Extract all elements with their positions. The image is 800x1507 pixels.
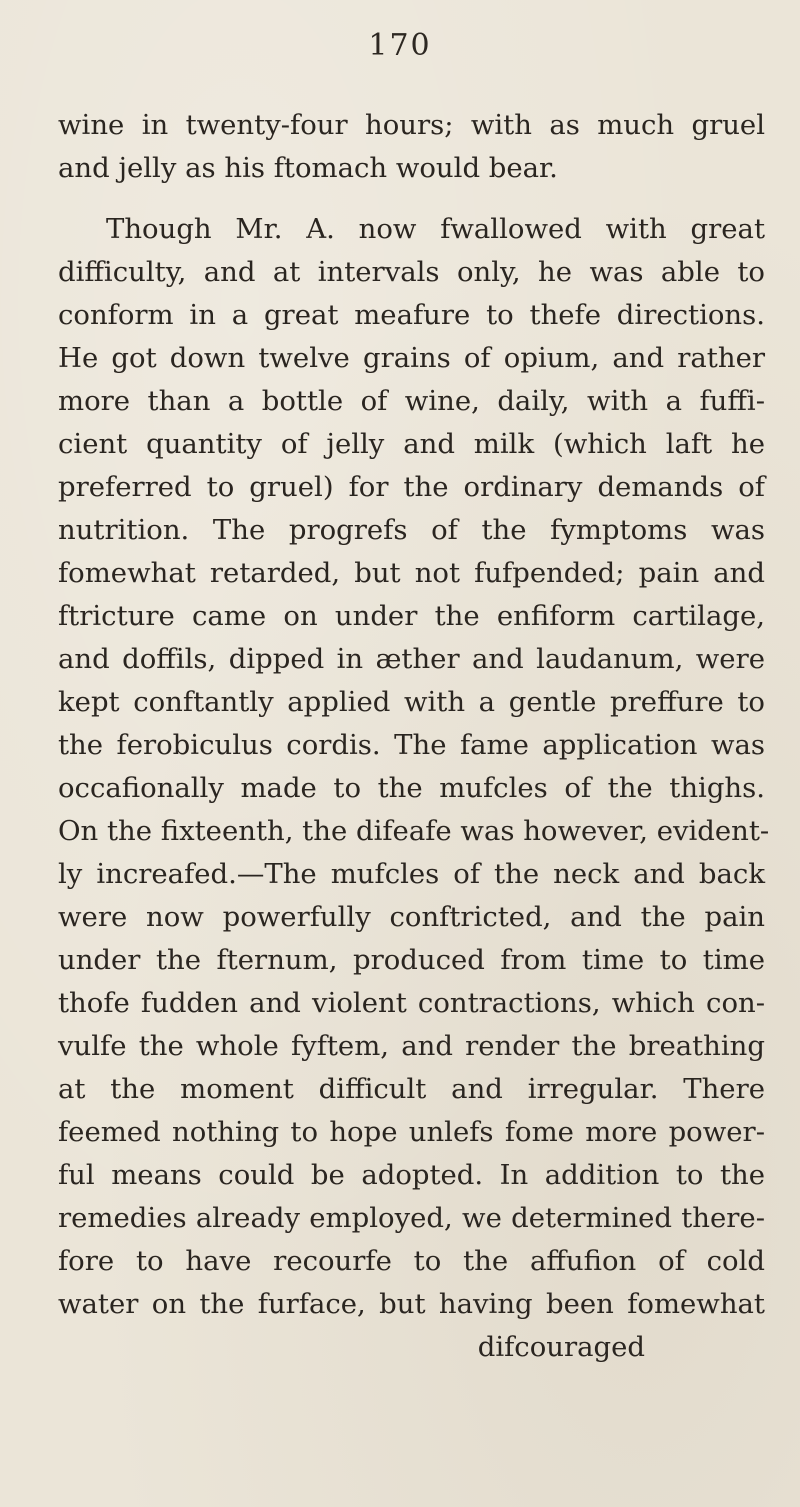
text-line: Though Mr. A. now fwallowed with great <box>106 213 765 245</box>
text-line: kept conftantly applied with a gentle preffure to <box>58 686 765 718</box>
text-line: the ferobiculus cordis. The fame application was <box>58 729 765 761</box>
text-line: He got down twelve grains of opium, and rather <box>58 342 765 374</box>
text-line: remedies already employed, we determined there- <box>58 1202 765 1234</box>
text-line: conform in a great meafure to thefe directions. <box>58 299 765 331</box>
text-line: fomewhat retarded, but not fufpended; pain and <box>58 557 765 589</box>
text-line: feemed nothing to hope unlefs fome more power- <box>58 1116 765 1148</box>
text-line: and doffils, dipped in æther and laudanum, were <box>58 643 765 675</box>
text-line: ftricture came on under the enfiform cartilage, <box>58 600 765 632</box>
text-line: ful means could be adopted. In addition to the <box>58 1159 765 1191</box>
text-line: nutrition. The progrefs of the fymptoms was <box>58 514 765 546</box>
text-line: fore to have recourfe to the affufion of cold <box>58 1245 765 1277</box>
text-line: under the fternum, produced from time to time <box>58 944 765 976</box>
text-line: On the fixteenth, the difeafe was however, evident- <box>58 815 770 847</box>
text-line: preferred to gruel) for the ordinary demands of <box>58 471 765 503</box>
text-line: wine in twenty-four hours; with as much gruel <box>58 109 765 141</box>
text-line: difficulty, and at intervals only, he was able to <box>58 256 765 288</box>
text-line: cient quantity of jelly and milk (which laft he <box>58 428 765 460</box>
catchword: difcouraged <box>477 1331 645 1363</box>
text-line: ly increafed.—The mufcles of the neck and back <box>58 858 765 890</box>
text-line: were now powerfully conftricted, and the pain <box>58 901 765 933</box>
text-line: at the moment difficult and irregular. There <box>58 1073 765 1105</box>
text-line: occafionally made to the mufcles of the thighs. <box>58 772 765 804</box>
paragraph-gap <box>58 190 765 208</box>
text-line: water on the furface, but having been fomewhat <box>58 1288 765 1320</box>
text-line: and jelly as his ftomach would bear. <box>58 152 558 184</box>
page-number: 170 <box>368 28 432 63</box>
text-line: more than a bottle of wine, daily, with a fuffi- <box>58 385 765 417</box>
text-line: vulfe the whole fyftem, and render the breathing <box>58 1030 765 1062</box>
text-line: thofe fudden and violent contractions, which con- <box>58 987 765 1019</box>
body-text <box>58 104 770 1369</box>
